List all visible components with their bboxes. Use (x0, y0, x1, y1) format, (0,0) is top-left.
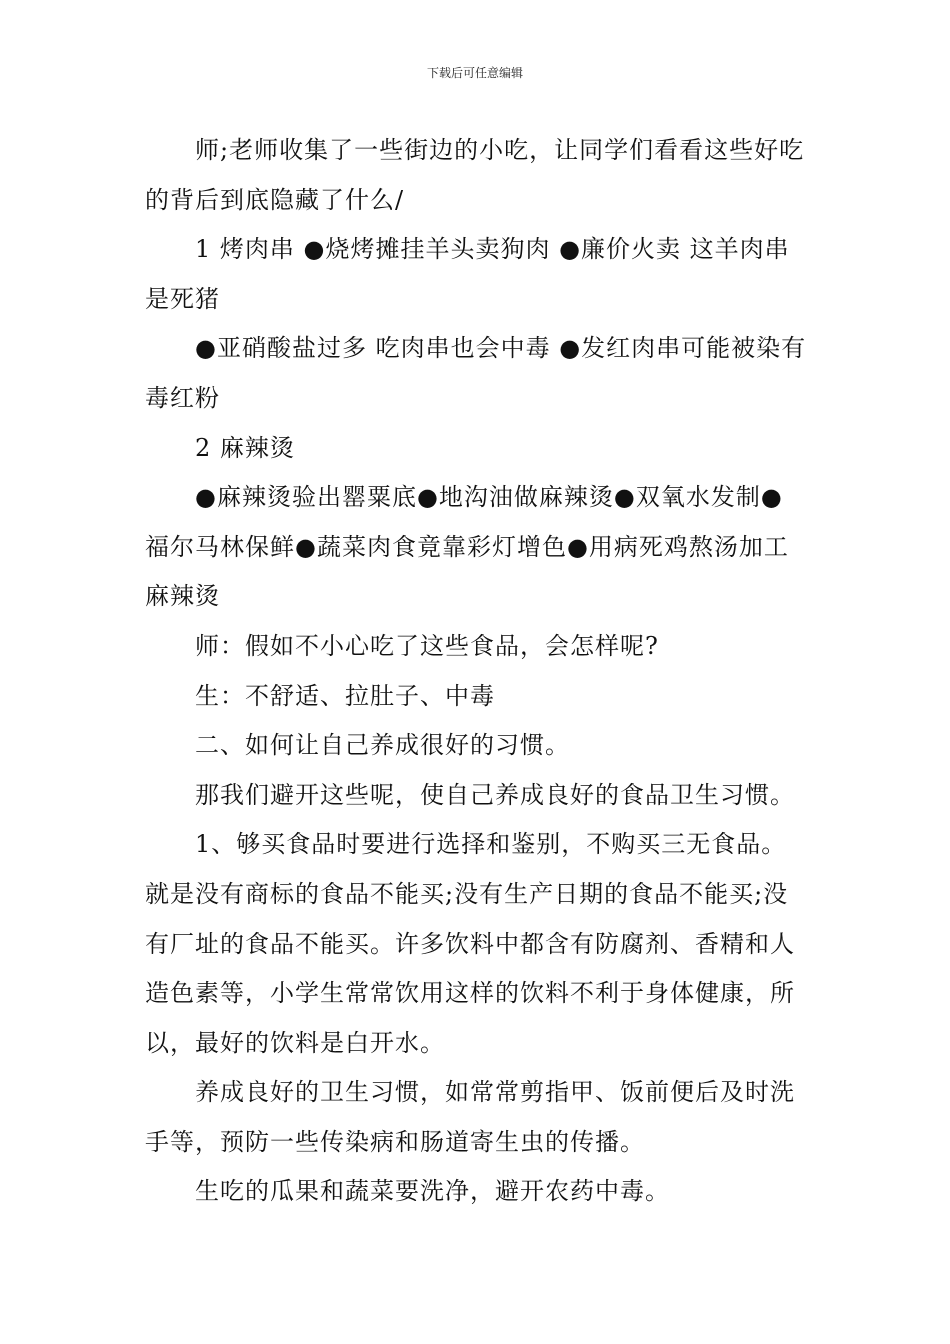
paragraph-teacher-question: 师：假如不小心吃了这些食品，会怎样呢? (195, 631, 659, 660)
paragraph-buying-food: 1、够买食品时要进行选择和鉴别，不购买三无食品。就是没有商标的食品不能买;没有生产日期的食品不能买;没有厂址的食品不能买。许多饮料中都含有防腐剂、香精和人造色素等，小学生常常饮用这样的饮料不利于身体健康，所以，最好的饮料是白开水。 (145, 830, 795, 1057)
paragraph-wash-fruits: 生吃的瓜果和蔬菜要洗净，避开农药中毒。 (195, 1177, 670, 1206)
paragraph-avoid-habits: 那我们避开这些呢，使自己养成良好的食品卫生习惯。 (195, 780, 795, 809)
document-body (145, 126, 807, 1217)
paragraph-kebab-dangers: ●亚硝酸盐过多 吃肉串也会中毒 ●发红肉串可能被染有毒红粉 (145, 334, 807, 412)
paragraph-section-two-heading: 二、如何让自己养成很好的习惯。 (195, 731, 570, 760)
paragraph-malatang-dangers: ●麻辣烫验出罂粟底●地沟油做麻辣烫●双氧水发制●福尔马林保鲜●蔬菜肉食竟靠彩灯增色●用病死鸡熬汤加工麻辣烫 (145, 483, 789, 611)
paragraph-kebab: 1 烤肉串 ●烧烤摊挂羊头卖狗肉 ●廉价火卖 这羊肉串是死猪 (145, 235, 790, 313)
paragraph-student-answer: 生：不舒适、拉肚子、中毒 (195, 681, 495, 710)
page-header: 下载后可任意编辑 (426, 66, 523, 80)
paragraph-teacher-intro: 师;老师收集了一些街边的小吃，让同学们看看这些好吃的背后到底隐藏了什么/ (145, 136, 805, 214)
paragraph-hygiene-habits: 养成良好的卫生习惯，如常常剪指甲、饭前便后及时洗手等，预防一些传染病和肠道寄生虫的传播。 (145, 1078, 795, 1156)
paragraph-malatang-title: 2 麻辣烫 (195, 433, 295, 462)
